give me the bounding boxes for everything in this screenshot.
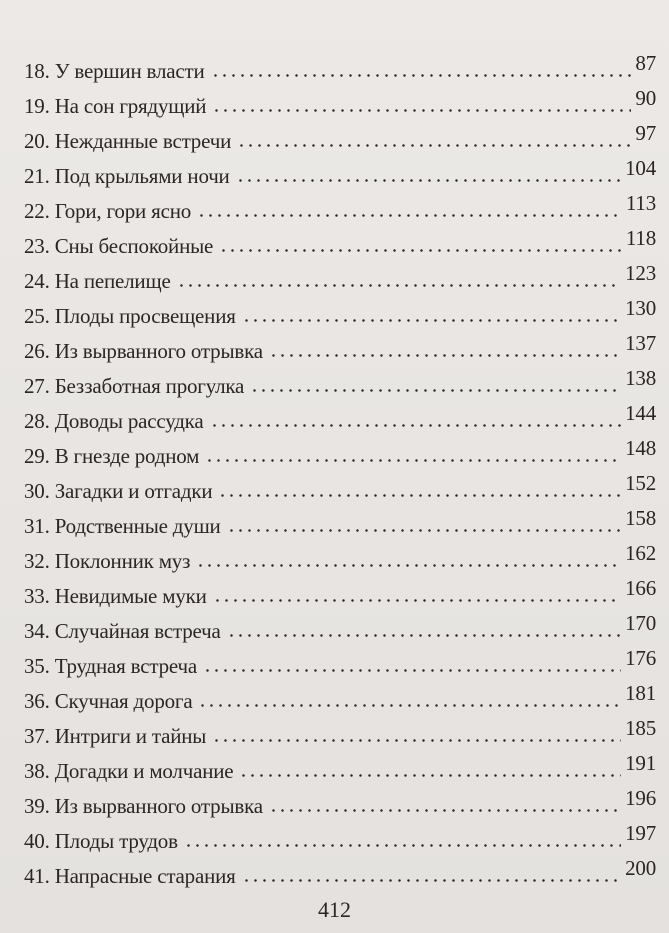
toc-entry <box>24 573 656 608</box>
dot-leader <box>250 389 621 392</box>
dot-leader <box>212 109 631 112</box>
toc-entry-page: 185 <box>625 716 656 740</box>
toc-entry <box>24 433 656 468</box>
toc-entry <box>24 398 656 433</box>
toc-entry <box>24 468 656 503</box>
toc-entry <box>24 643 656 678</box>
toc-entry <box>24 608 656 643</box>
toc-entry-title: 26. Из вырванного отрывка <box>24 339 263 363</box>
toc-entry <box>24 188 656 223</box>
toc-entry-page: 104 <box>625 156 656 180</box>
toc-entry <box>24 48 656 83</box>
toc-entry-page: 130 <box>625 296 656 320</box>
toc-entry-title: 24. На пепелище <box>24 269 171 293</box>
dot-leader <box>219 249 622 252</box>
toc-entry <box>24 83 656 118</box>
toc-entry-title: 37. Интриги и тайны <box>24 724 207 748</box>
dot-leader <box>242 879 621 882</box>
toc-entry-title: 34. Случайная встреча <box>24 619 221 643</box>
toc-entry-title: 33. Невидимые муки <box>24 584 207 608</box>
toc-entry <box>24 328 656 363</box>
toc-entry <box>24 783 656 818</box>
dot-leader <box>196 564 621 567</box>
toc-entry-title: 27. Беззаботная прогулка <box>24 374 245 398</box>
toc-entry-title: 21. Под крыльями ночи <box>24 164 230 188</box>
toc-entry-page: 148 <box>625 436 656 460</box>
dot-leader <box>205 459 621 462</box>
toc-entry-page: 166 <box>625 576 656 600</box>
toc-entry <box>24 293 656 328</box>
toc-entry-title: 30. Загадки и отгадки <box>24 479 213 503</box>
toc-entry <box>24 538 656 573</box>
toc-entry-page: 152 <box>625 471 656 495</box>
toc-entry <box>24 678 656 713</box>
toc-entry-page: 144 <box>625 401 656 425</box>
toc-entry-title: 22. Гори, гори ясно <box>24 199 192 223</box>
dot-leader <box>269 809 621 812</box>
toc-entry-page: 137 <box>625 331 656 355</box>
toc-entry-title: 31. Родственные души <box>24 514 221 538</box>
toc-entry-page: 90 <box>635 86 656 110</box>
toc-entry-page: 87 <box>635 51 656 75</box>
dot-leader <box>227 529 621 532</box>
dot-leader <box>212 739 621 742</box>
toc-entry <box>24 713 656 748</box>
dot-leader <box>218 494 621 497</box>
toc-entry <box>24 748 656 783</box>
page-number: 412 <box>318 897 351 922</box>
toc-entry-title: 38. Догадки и молчание <box>24 759 234 783</box>
toc-entry-title: 29. В гнезде родном <box>24 444 200 468</box>
toc-entry-title: 18. У вершин власти <box>24 59 205 83</box>
dot-leader <box>198 704 621 707</box>
dot-leader <box>184 844 621 847</box>
dot-leader <box>210 424 622 427</box>
toc-entry-title: 41. Напрасные старания <box>24 864 236 888</box>
dot-leader <box>242 319 621 322</box>
toc-entry-page: 176 <box>625 646 656 670</box>
dot-leader <box>213 599 621 602</box>
toc-entry <box>24 153 656 188</box>
toc-entry <box>24 118 656 153</box>
dot-leader <box>177 284 622 287</box>
toc-entry-page: 97 <box>635 121 656 145</box>
table-of-contents <box>24 48 656 888</box>
toc-entry-title: 20. Нежданные встречи <box>24 129 232 153</box>
toc-entry-title: 36. Скучная дорога <box>24 689 193 713</box>
toc-entry-page: 196 <box>625 786 656 810</box>
toc-entry-title: 23. Сны беспокойные <box>24 234 214 258</box>
toc-entry <box>24 258 656 293</box>
toc-entry <box>24 503 656 538</box>
toc-entry-page: 162 <box>625 541 656 565</box>
toc-entry-page: 158 <box>625 506 656 530</box>
toc-entry-page: 138 <box>625 366 656 390</box>
toc-entry-title: 39. Из вырванного отрывка <box>24 794 263 818</box>
toc-entry <box>24 223 656 258</box>
toc-entry-title: 19. На сон грядущий <box>24 94 207 118</box>
dot-leader <box>239 774 621 777</box>
dot-leader <box>269 354 621 357</box>
toc-entry-title: 25. Плоды просвещения <box>24 304 236 328</box>
toc-entry-page: 123 <box>625 261 656 285</box>
toc-entry-title: 40. Плоды трудов <box>24 829 178 853</box>
toc-entry-page: 191 <box>625 751 656 775</box>
toc-entry <box>24 363 656 398</box>
toc-entry-title: 32. Поклонник муз <box>24 549 191 573</box>
toc-entry-page: 113 <box>625 191 656 215</box>
toc-entry-page: 170 <box>625 611 656 635</box>
toc-entry-title: 28. Доводы рассудка <box>24 409 204 433</box>
toc-entry-page: 197 <box>625 821 656 845</box>
dot-leader <box>236 179 621 182</box>
toc-entry <box>24 853 656 888</box>
dot-leader <box>227 634 621 637</box>
dot-leader <box>211 74 632 77</box>
dot-leader <box>197 214 622 217</box>
toc-entry-page: 118 <box>625 226 656 250</box>
toc-entry-page: 181 <box>625 681 656 705</box>
dot-leader <box>203 669 621 672</box>
toc-entry-title: 35. Трудная встреча <box>24 654 198 678</box>
toc-entry-page: 200 <box>625 856 656 880</box>
toc-entry <box>24 818 656 853</box>
dot-leader <box>237 144 631 147</box>
